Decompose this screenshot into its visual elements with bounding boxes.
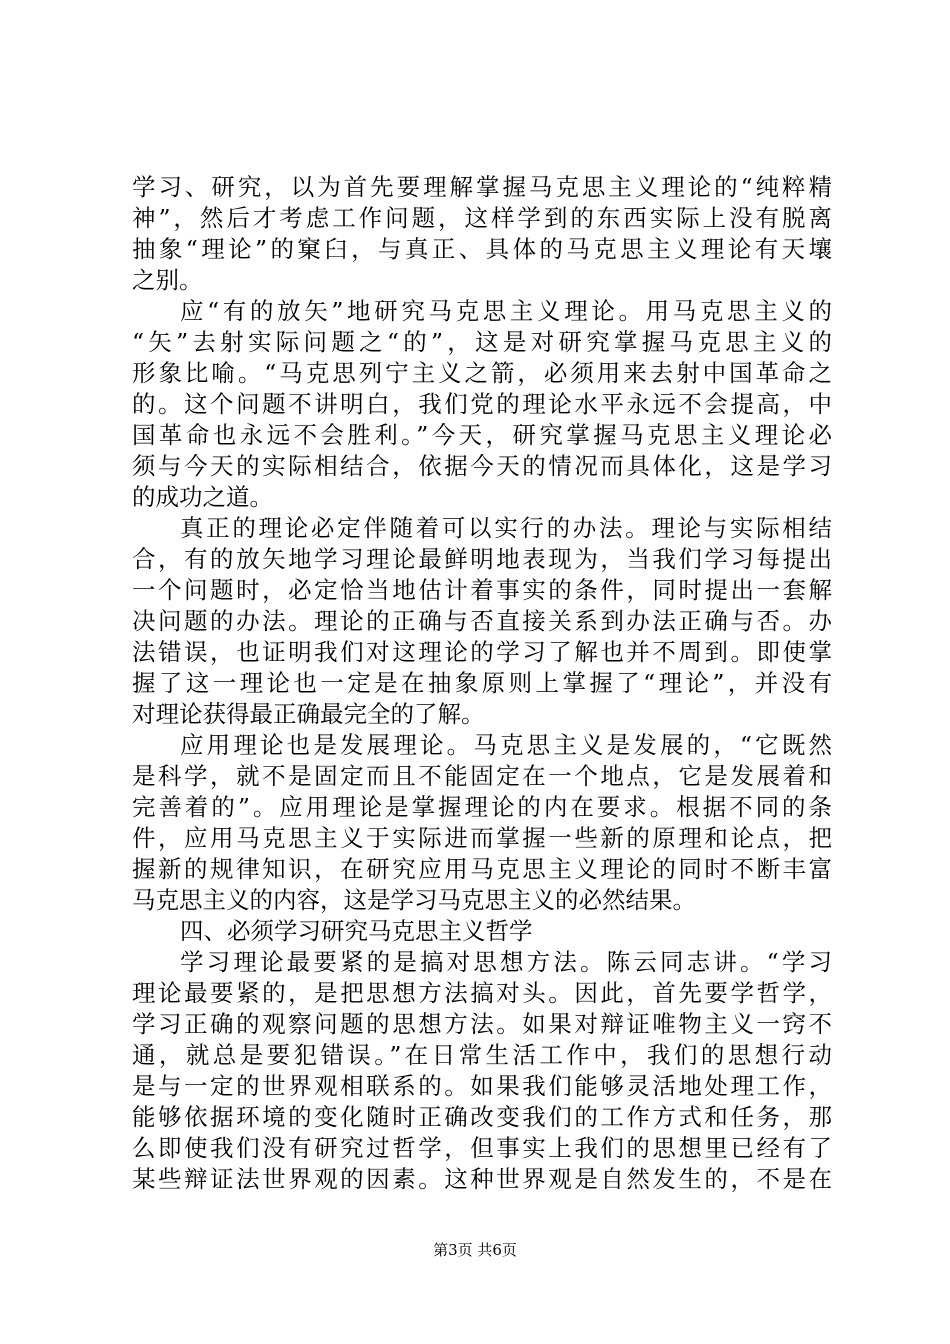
paragraph-first-line: 应用理论也是发展理论。马克思主义是发展的，“它既然 (180, 731, 832, 759)
text-line: 须与今天的实际相结合，依据今天的情况而具体化，这是学习 (132, 452, 832, 480)
text-line: 通，就总是要犯错误。”在日常生活工作中，我们的思想行动 (132, 1041, 832, 1069)
text-line: 是科学，就不是固定而且不能固定在一个地点，它是发展着和 (132, 762, 832, 790)
text-line: 是与一定的世界观相联系的。如果我们能够灵活地处理工作， (132, 1072, 832, 1100)
text-line: 合，有的放矢地学习理论最鲜明地表现为，当我们学习每提出 (132, 545, 832, 573)
text-line: 的成功之道。 (132, 483, 273, 511)
text-line: 一个问题时，必定恰当地估计着事实的条件，同时提出一套解 (132, 576, 832, 604)
text-line: 学习正确的观察问题的思想方法。如果对辩证唯物主义一窍不 (132, 1010, 832, 1038)
text-line: 理论最要紧的，是把思想方法搞对头。因此，首先要学哲学， (132, 979, 832, 1007)
document-body (132, 172, 832, 1195)
text-line: 的。这个问题不讲明白，我们党的理论水平永远不会提高，中 (132, 390, 832, 418)
section-heading: 四、必须学习研究马克思主义哲学 (180, 917, 533, 945)
text-line: 形象比喻。“马克思列宁主义之箭，必须用来去射中国革命之 (132, 359, 832, 387)
text-line: 某些辩证法世界观的因素。这种世界观是自然发生的，不是在 (132, 1165, 832, 1193)
text-line: 神”，然后才考虑工作问题，这样学到的东西实际上没有脱离 (132, 204, 832, 232)
text-line: 学习、研究，以为首先要理解掌握马克思主义理论的“纯粹精 (132, 173, 832, 201)
text-line: 能够依据环境的变化随时正确改变我们的工作方式和任务，那 (132, 1103, 832, 1131)
paragraph-first-line: 学习理论最要紧的是搞对思想方法。陈云同志讲。“学习 (180, 948, 832, 976)
text-line: 么即使我们没有研究过哲学，但事实上我们的思想里已经有了 (132, 1134, 832, 1162)
text-line: 完善着的”。应用理论是掌握理论的内在要求。根据不同的条 (132, 793, 832, 821)
text-line: 握了这一理论也一定是在抽象原则上掌握了“理论”，并没有 (132, 669, 832, 697)
text-line: 国革命也永远不会胜利。”今天，研究掌握马克思主义理论必 (132, 421, 832, 449)
text-line: 件，应用马克思主义于实际进而掌握一些新的原理和论点，把 (132, 824, 832, 852)
text-line: 马克思主义的内容，这是学习马克思主义的必然结果。 (132, 886, 696, 914)
text-line: 决问题的办法。理论的正确与否直接关系到办法正确与否。办 (132, 607, 832, 635)
text-line: 握新的规律知识，在研究应用马克思主义理论的同时不断丰富 (132, 855, 832, 883)
text-line: 之别。 (132, 266, 203, 294)
text-line: 对理论获得最正确最完全的了解。 (132, 700, 485, 728)
text-line: 抽象“理论”的窠臼，与真正、具体的马克思主义理论有天壤 (132, 235, 832, 263)
paragraph-first-line: 真正的理论必定伴随着可以实行的办法。理论与实际相结 (180, 514, 832, 542)
text-line: 法错误，也证明我们对这理论的学习了解也并不周到。即使掌 (132, 638, 832, 666)
paragraph-first-line: 应“有的放矢”地研究马克思主义理论。用马克思主义的 (180, 297, 832, 325)
text-line: “矢”去射实际问题之“的”，这是对研究掌握马克思主义的 (132, 328, 832, 356)
page-footer: 第3页 共6页 (433, 1241, 517, 1259)
